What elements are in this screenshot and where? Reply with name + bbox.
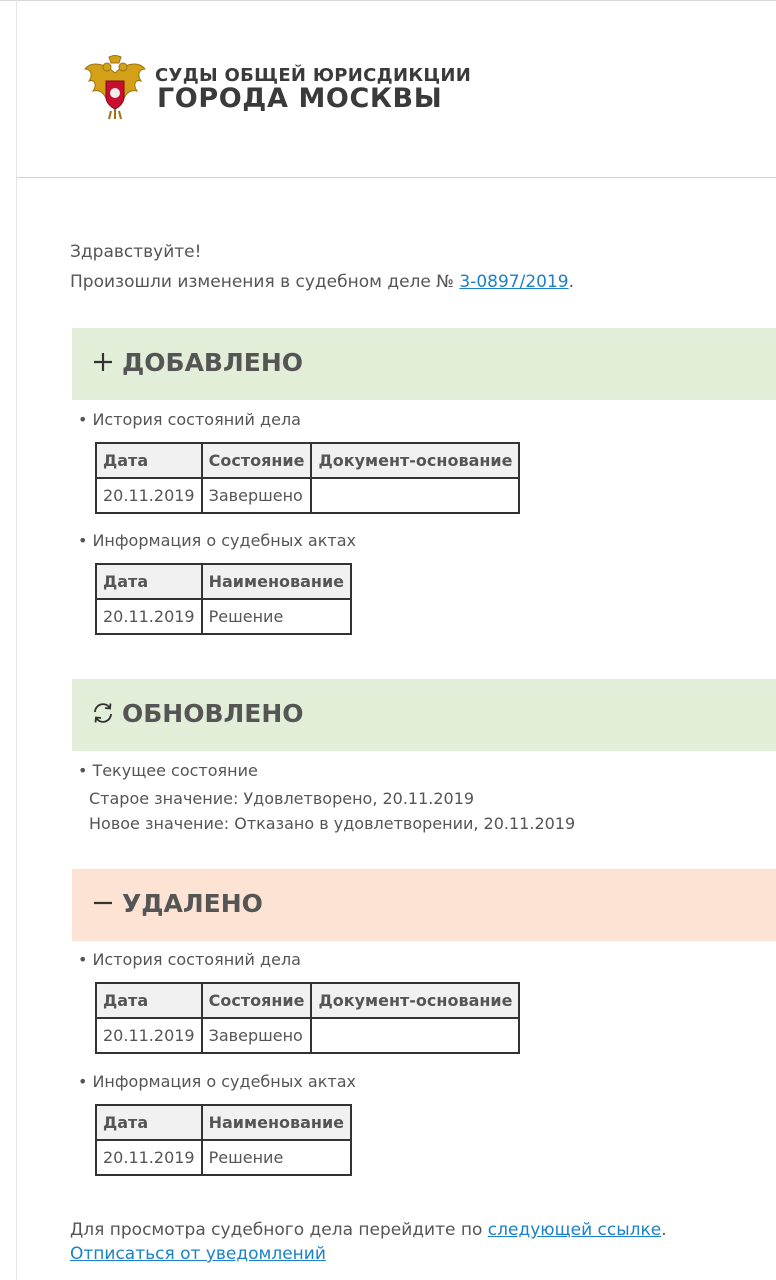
col-header-name: Наименование <box>202 564 351 599</box>
col-header-document: Документ-основание <box>311 443 519 478</box>
unsubscribe-row <box>70 1244 326 1264</box>
cell-status: Завершено <box>202 478 312 513</box>
coat-of-arms-emblem <box>83 55 147 121</box>
col-header-date: Дата <box>96 443 202 478</box>
footer-text <box>70 1220 667 1240</box>
section-removed-title: УДАЛЕНО <box>122 889 263 918</box>
table-row <box>96 478 519 513</box>
cell-document <box>311 478 519 513</box>
cell-date: 20.11.2019 <box>96 599 202 634</box>
table-header-row <box>96 983 519 1018</box>
col-header-date: Дата <box>96 1105 202 1140</box>
cell-status: Завершено <box>202 1018 312 1053</box>
section-updated-title: ОБНОВЛЕНО <box>122 699 304 728</box>
table-header-row <box>96 564 351 599</box>
table-row <box>96 599 351 634</box>
col-header-date: Дата <box>96 564 202 599</box>
case-view-link[interactable]: следующей ссылке <box>487 1220 662 1240</box>
col-header-status: Состояние <box>202 443 312 478</box>
cell-date: 20.11.2019 <box>96 478 202 513</box>
intro-text-before: Произошли изменения в судебном деле № <box>70 272 460 292</box>
greeting-text: Здравствуйте! <box>70 242 202 262</box>
added-acts-label: • Информация о судебных актах <box>78 531 356 550</box>
minus-icon <box>91 891 115 915</box>
removed-acts-label: • Информация о судебных актах <box>78 1072 356 1091</box>
old-value-text: Старое значение: Удовлетворено, 20.11.2019 <box>89 789 475 808</box>
cell-name: Решение <box>202 599 351 634</box>
added-history-label: • История состояний дела <box>78 410 301 429</box>
table-row <box>96 1140 351 1175</box>
cell-date: 20.11.2019 <box>96 1140 202 1175</box>
unsubscribe-link[interactable]: Отписаться от уведомлений <box>70 1244 326 1264</box>
intro-text-after: . <box>568 272 574 292</box>
table-header-row <box>96 1105 351 1140</box>
new-value-text: Новое значение: Отказано в удовлетворении, 20.11.2019 <box>89 814 576 833</box>
removed-history-label: • История состояний дела <box>78 950 301 969</box>
logo-line-1: СУДЫ ОБЩЕЙ ЮРИСДИКЦИИ <box>155 65 472 86</box>
updated-label: • Текущее состояние <box>78 761 258 780</box>
section-removed-header <box>72 869 776 941</box>
removed-history-table <box>95 982 520 1054</box>
frame-left-border <box>16 0 17 1280</box>
refresh-icon <box>91 701 115 725</box>
footer-text-before: Для просмотра судебного дела перейдите по <box>70 1220 488 1240</box>
cell-document <box>311 1018 519 1053</box>
table-header-row <box>96 443 519 478</box>
table-row <box>96 1018 519 1053</box>
removed-acts-table <box>95 1104 352 1176</box>
col-header-name: Наименование <box>202 1105 351 1140</box>
col-header-status: Состояние <box>202 983 312 1018</box>
intro-text <box>70 272 574 292</box>
added-history-table <box>95 442 520 514</box>
col-header-date: Дата <box>96 983 202 1018</box>
section-added-title: ДОБАВЛЕНО <box>122 348 303 377</box>
col-header-document: Документ-основание <box>311 983 519 1018</box>
section-added-header <box>72 328 776 400</box>
email-header <box>17 1 776 178</box>
cell-date: 20.11.2019 <box>96 1018 202 1053</box>
plus-icon <box>91 350 115 374</box>
footer-text-after: . <box>661 1220 667 1240</box>
added-acts-table <box>95 563 352 635</box>
case-number-link[interactable]: 3-0897/2019 <box>459 272 569 292</box>
section-updated-header <box>72 679 776 751</box>
cell-name: Решение <box>202 1140 351 1175</box>
logo-line-2: ГОРОДА МОСКВЫ <box>157 83 443 114</box>
